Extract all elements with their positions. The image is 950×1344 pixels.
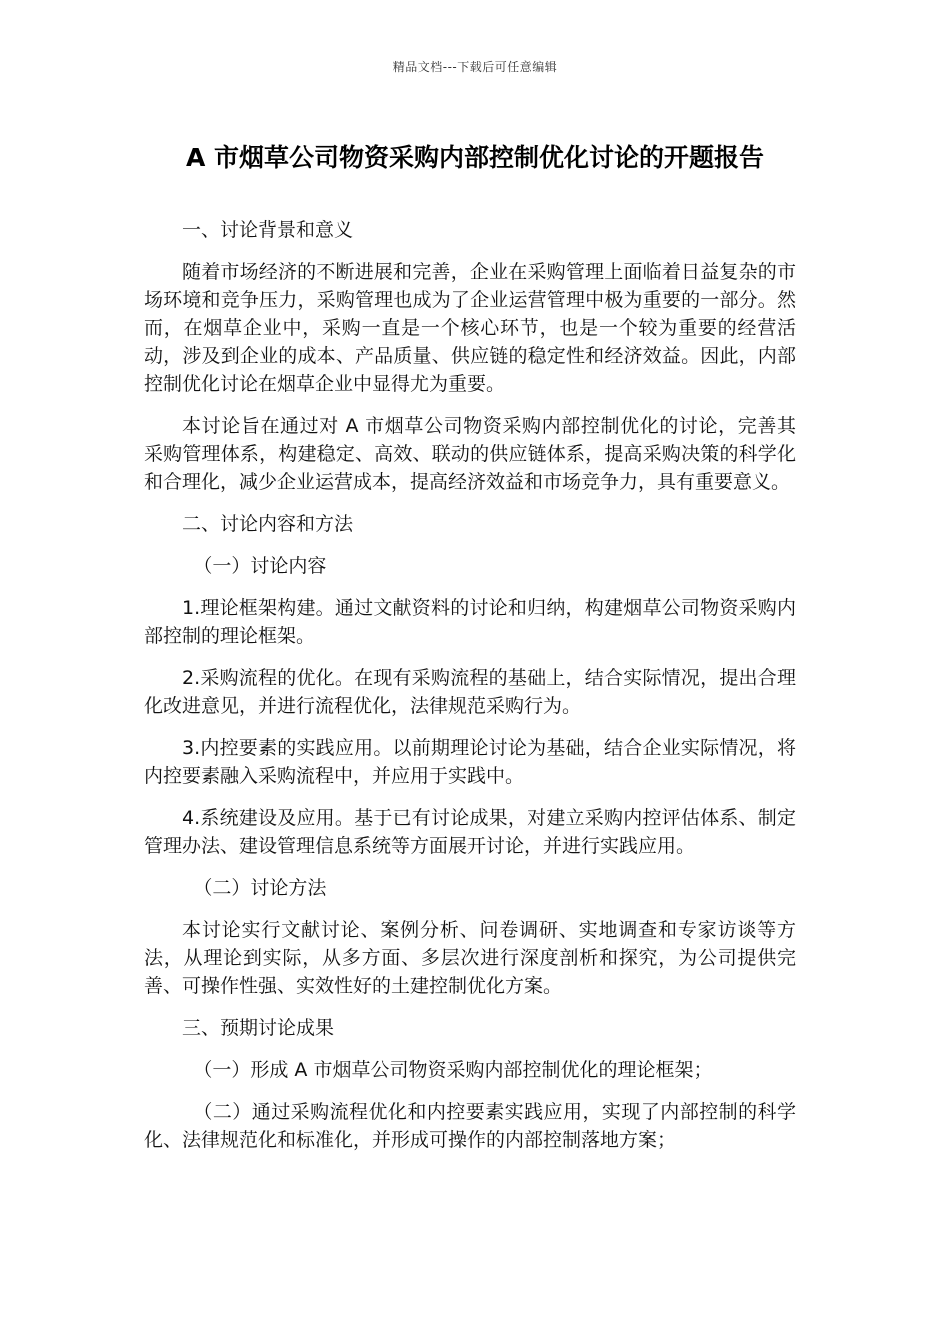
paragraph-method: 本讨论实行文献讨论、案例分析、问卷调研、实地调查和专家访谈等方法，从理论到实际，从多方面、多层次进行深度剖析和探究，为公司提供完善、可操作性强、实效性好的土建控制优化方案。 (144, 919, 796, 997)
result-item-2: （二）通过采购流程优化和内控要素实践应用，实现了内部控制的科学化、法律规范化和标准化，并形成可操作的内部控制落地方案； (144, 1101, 796, 1151)
list-item-process: 2.采购流程的优化。在现有采购流程的基础上，结合实际情况，提出合理化改进意见，并进行流程优化，法律规范采购行为。 (144, 667, 796, 717)
document-body (144, 216, 796, 1168)
subheading-method: （二）讨论方法 (193, 877, 327, 899)
page-header-banner: 精品文档---下载后可任意编辑 (392, 60, 558, 74)
document-title: A 市烟草公司物资采购内部控制优化讨论的开题报告 (185, 143, 765, 172)
list-item-elements: 3.内控要素的实践应用。以前期理论讨论为基础，结合企业实际情况，将内控要素融入采购流程中，并应用于实践中。 (144, 737, 796, 787)
paragraph-significance: 本讨论旨在通过对 A 市烟草公司物资采购内部控制优化的讨论，完善其采购管理体系，构建稳定、高效、联动的供应链体系，提高采购决策的科学化和合理化，减少企业运营成本，提高经济效益和市场竞争力，具有重要意义。 (144, 415, 796, 493)
list-item-framework: 1.理论框架构建。通过文献资料的讨论和归纳，构建烟草公司物资采购内部控制的理论框架。 (144, 597, 796, 647)
subheading-content: （一）讨论内容 (193, 555, 327, 577)
paragraph-background: 随着市场经济的不断进展和完善，企业在采购管理上面临着日益复杂的市场环境和竞争压力，采购管理也成为了企业运营管理中极为重要的一部分。然而，在烟草企业中，采购一直是一个核心环节，也是一个较为重要的经营活动，涉及到企业的成本、产品质量、供应链的稳定性和经济效益。因此，内部控制优化讨论在烟草企业中显得尤为重要。 (144, 261, 796, 395)
section-heading-results: 三、预期讨论成果 (182, 1017, 335, 1039)
result-item-1: （一）形成 A 市烟草公司物资采购内部控制优化的理论框架； (193, 1059, 713, 1081)
list-item-system: 4.系统建设及应用。基于已有讨论成果，对建立采购内控评估体系、制定管理办法、建设管理信息系统等方面展开讨论，并进行实践应用。 (144, 807, 796, 857)
section-heading-content-method: 二、讨论内容和方法 (182, 513, 354, 535)
section-heading-background: 一、讨论背景和意义 (182, 219, 354, 241)
